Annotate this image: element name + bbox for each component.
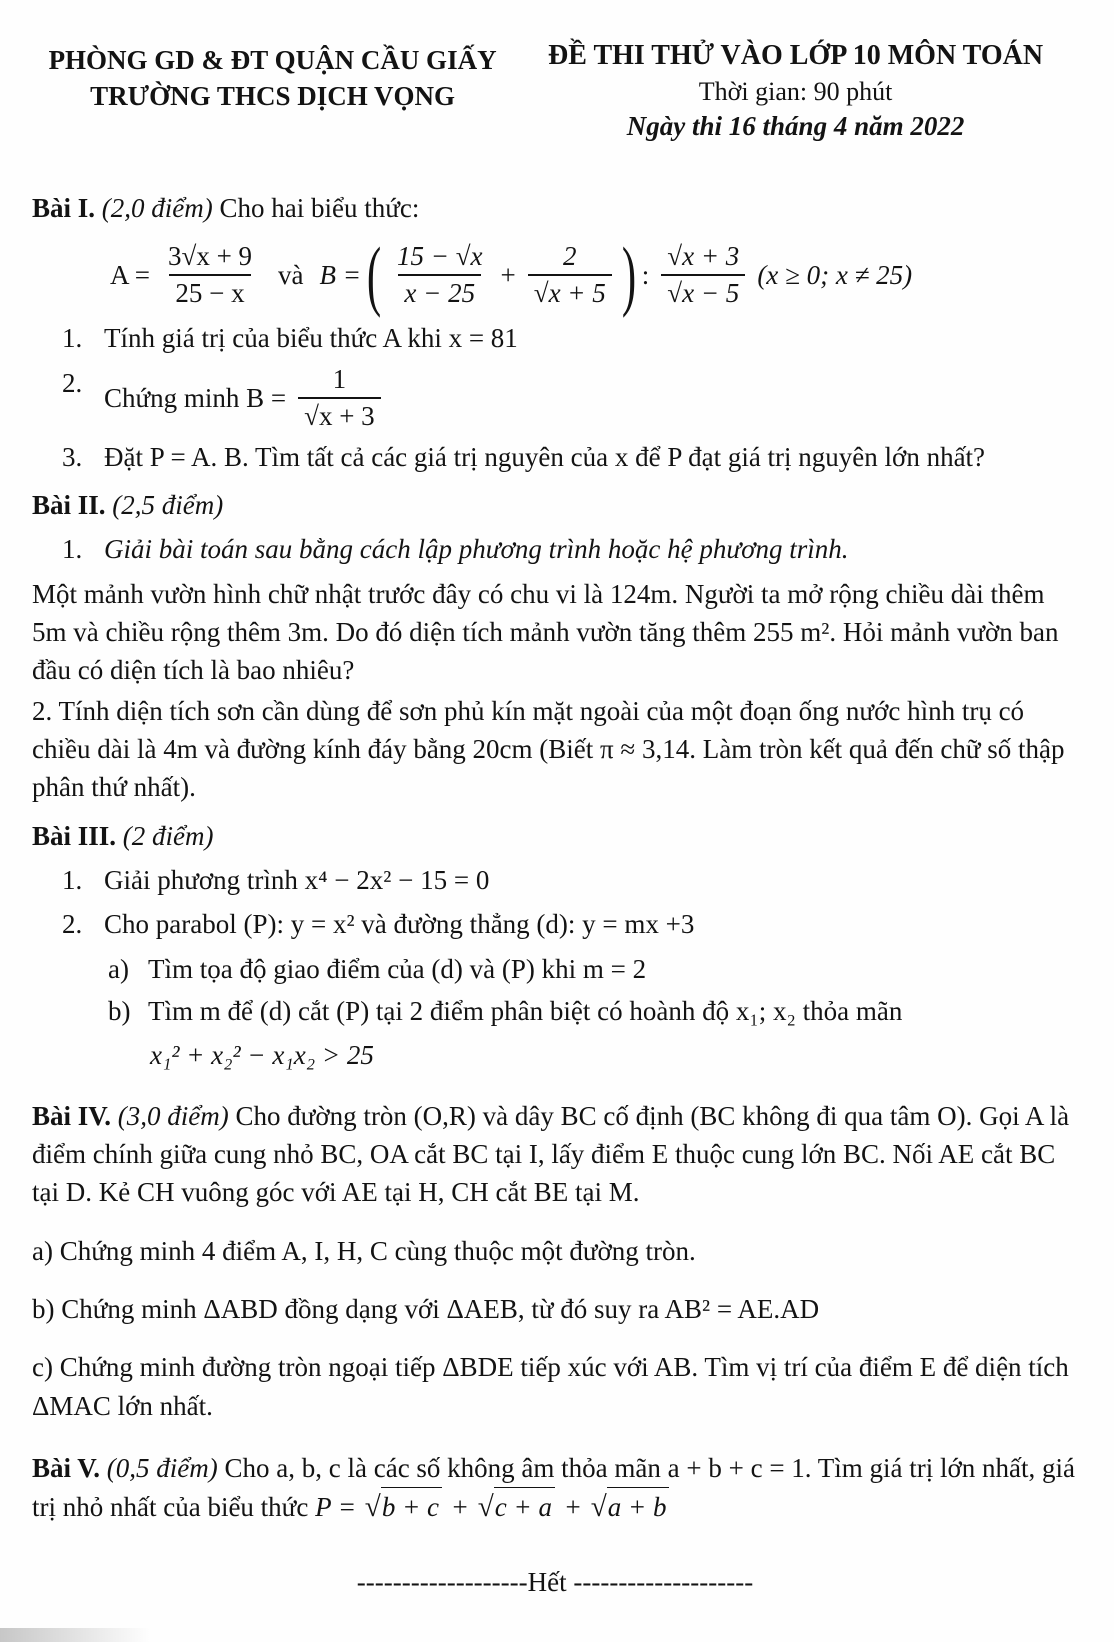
fraction-b2-numerator: 2 (563, 241, 577, 272)
formula-b-lhs: B = (319, 260, 361, 291)
bai1-points: (2,0 điểm) (101, 192, 213, 223)
fraction-item2-denominator: √x + 3 (298, 397, 381, 432)
radical-sign: √ (364, 1491, 381, 1524)
fraction-b2-denominator: √x + 5 (528, 274, 612, 309)
end-of-exam-marker: -------------------Hết -------------------- (356, 1566, 754, 1597)
item-number: 3. (62, 441, 83, 472)
bai3-points: (2 điểm) (122, 820, 214, 851)
bai2-problem-2-text: 2. Tính diện tích sơn cần dùng để sơn phủ kín mặt ngoài của một đoạn ống nước hình trụ có chiều dài là 4m và đường kính đáy bằng 20cm (Biết π ≈ 3,14. Làm tròn kết quả đến chữ số thập phân thứ nhất). (32, 695, 1065, 803)
plus-operator: + (563, 1492, 582, 1523)
bai3-sub-b (32, 992, 1078, 1030)
bai2-item-1 (32, 530, 1078, 568)
item-text: Tính giá trị của biểu thức A khi x = 81 (104, 323, 518, 354)
bai1-item-1 (32, 319, 1078, 357)
bai3-sub-a (32, 950, 1078, 988)
bai5-text (32, 1449, 1078, 1529)
bai4-label: Bài IV. (32, 1100, 112, 1131)
subitem-letter: b) (108, 996, 131, 1026)
radicand: a + b (607, 1487, 670, 1526)
bai1-item-3 (32, 438, 1078, 476)
bai3-heading (32, 817, 1078, 855)
bai4-part-b: b) Chứng minh ΔABD đồng dạng với ΔAEB, từ đó suy ra AB² = AE.AD (32, 1293, 820, 1324)
item-text: Giải bài toán sau bằng cách lập phương trình hoặc hệ phương trình. (104, 534, 849, 565)
fraction-b3-denominator: √x − 5 (661, 274, 745, 309)
bai5-points: (0,5 điểm) (106, 1452, 218, 1483)
bai1-intro: Cho hai biểu thức: (219, 192, 420, 223)
sqrt-term-1 (365, 1487, 442, 1528)
bai4-part-a: a) Chứng minh 4 điểm A, I, H, C cùng thuộc một đường tròn. (32, 1235, 696, 1266)
item2-prefix: Chứng minh B = (104, 382, 287, 413)
bai1-heading (32, 189, 1078, 227)
bai2-problem-1-text: Một mảnh vườn hình chữ nhật trước đây có chu vi là 124m. Người ta mở rộng chiều dài thêm 5m và chiều rộng thêm 3m. Do đó diện tích mảnh vườn tăng thêm 255 m². Hỏi mảnh vườn ban đầu có diện tích là bao nhiêu? (32, 578, 1059, 686)
fraction-b2 (528, 241, 612, 309)
item-text: Đặt P = A. B. Tìm tất cả các giá trị nguyên của x để P đạt giá trị nguyên lớn nhất? (104, 441, 986, 472)
section-bai-4 (32, 1097, 1078, 1425)
bai4-intro (32, 1097, 1078, 1212)
school-name: TRƯỜNG THCS DỊCH VỌNG (90, 81, 455, 112)
section-bai-3 (32, 817, 1078, 1075)
bai5-label: Bài V. (32, 1452, 101, 1483)
sqrt-term-2 (478, 1487, 555, 1528)
plus-operator: + (500, 260, 516, 291)
formula-connector: và (278, 260, 304, 291)
formula-a-lhs: A = (110, 260, 150, 291)
fraction-a-denominator: 25 − x (169, 274, 250, 309)
fraction-b1-numerator: 15 − √x (396, 241, 483, 272)
issuing-institution (32, 30, 513, 145)
bai1-items (32, 319, 1078, 476)
bai1-item-2 (32, 364, 1078, 432)
radicand: b + c (381, 1487, 442, 1526)
item-number: 1. (62, 865, 83, 896)
bai5-formula (315, 1492, 671, 1522)
item-text: Giải phương trình x⁴ − 2x² − 15 = 0 (104, 865, 490, 896)
plus-operator: + (450, 1492, 470, 1523)
item-text: Cho parabol (P): y = x² và đường thẳng (d): y = mx +3 (104, 909, 695, 940)
page-header (32, 30, 1078, 145)
bai5-intro-text: Cho a, b, c là các số không âm thỏa mãn a + b + c = 1. Tìm giá trị lớn nhất, giá trị nhỏ nhất của biểu thức (32, 1452, 1076, 1523)
section-bai-2 (32, 486, 1078, 807)
bai1-label: Bài I. (32, 192, 96, 223)
fraction-b3 (661, 241, 745, 309)
exam-header (513, 30, 1078, 145)
fraction-b3-numerator: √x + 3 (667, 241, 740, 272)
section-bai-5 (32, 1449, 1078, 1529)
item-number: 1. (62, 323, 83, 354)
item-text (104, 364, 1078, 432)
subitem-text: Tìm m để (d) cắt (P) tại 2 điểm phân biệt có hoành độ x₁; x₂ thỏa mãn (148, 996, 903, 1026)
domain-condition: (x ≥ 0; x ≠ 25) (757, 260, 913, 291)
bai3-sub-b-formula: x₁² + x₂² − x₁x₂ > 25 (150, 1040, 374, 1071)
bai2-points: (2,5 điểm) (112, 490, 224, 521)
bai4-intro-text: Cho đường tròn (O,R) và dây BC cố định (BC không đi qua tâm O). Gọi A là điểm chính giữa cung nhỏ BC, OA cắt BC tại I, lấy điểm E thuộc cung lớn BC. Nối AE cắt BC tại D. Kẻ CH vuông góc với AE tại H, CH cắt BE tại M. (32, 1100, 1070, 1208)
fraction-item2 (298, 364, 381, 432)
radical-sign: √ (590, 1491, 607, 1524)
fraction-a (162, 241, 258, 309)
fraction-item2-numerator: 1 (332, 363, 347, 394)
bai4-points: (3,0 điểm) (117, 1100, 229, 1131)
bai2-label: Bài II. (32, 490, 106, 521)
fraction-b1-denominator: x − 25 (398, 274, 481, 309)
radicand: c + a (494, 1487, 555, 1526)
radical-sign: √ (477, 1491, 494, 1524)
sqrt-term-3 (591, 1487, 670, 1528)
section-bai-1 (32, 189, 1078, 476)
item-number: 2. (62, 909, 83, 940)
division-colon-operator: : (641, 260, 650, 291)
exam-title: ĐỀ THI THỬ VÀO LỚP 10 MÔN TOÁN (548, 40, 1044, 71)
exam-date: Ngày thi 16 tháng 4 năm 2022 (626, 111, 965, 142)
item-number: 2. (62, 367, 83, 398)
bai3-item-2 (32, 905, 1078, 943)
bai3-label: Bài III. (32, 820, 117, 851)
bai3-item-1 (32, 861, 1078, 899)
bai4-part-c: c) Chứng minh đường tròn ngoại tiếp ΔBDE tiếp xúc với AB. Tìm vị trí của điểm E để diện tích ΔMAC lớn nhất. (32, 1352, 1069, 1421)
item-number: 1. (62, 534, 83, 565)
bai1-formula: A = $\frac{3√x + 9}{25 - x}$ và B = ( $\frac{15 - √x}{x - 25}$ + $\frac{2}{√x + 5}$ ) : $\frac{√x + 3}{√x - 5}$ (x ≥ 0; x ≠ 25) (110, 231, 913, 319)
fraction-b1 (391, 241, 489, 309)
subitem-text: Tìm tọa độ giao điểm của (d) và (P) khi m = 2 (148, 953, 647, 984)
fraction-a-numerator: 3√x + 9 (168, 241, 253, 272)
bai2-heading (32, 486, 1078, 524)
subitem-letter: a) (108, 953, 129, 984)
formula-p-lhs: P = (315, 1492, 357, 1523)
department-name: PHÒNG GD & ĐT QUẬN CẦU GIẤY (48, 45, 497, 75)
scan-artifact (0, 1628, 150, 1642)
exam-duration: Thời gian: 90 phút (698, 76, 893, 106)
